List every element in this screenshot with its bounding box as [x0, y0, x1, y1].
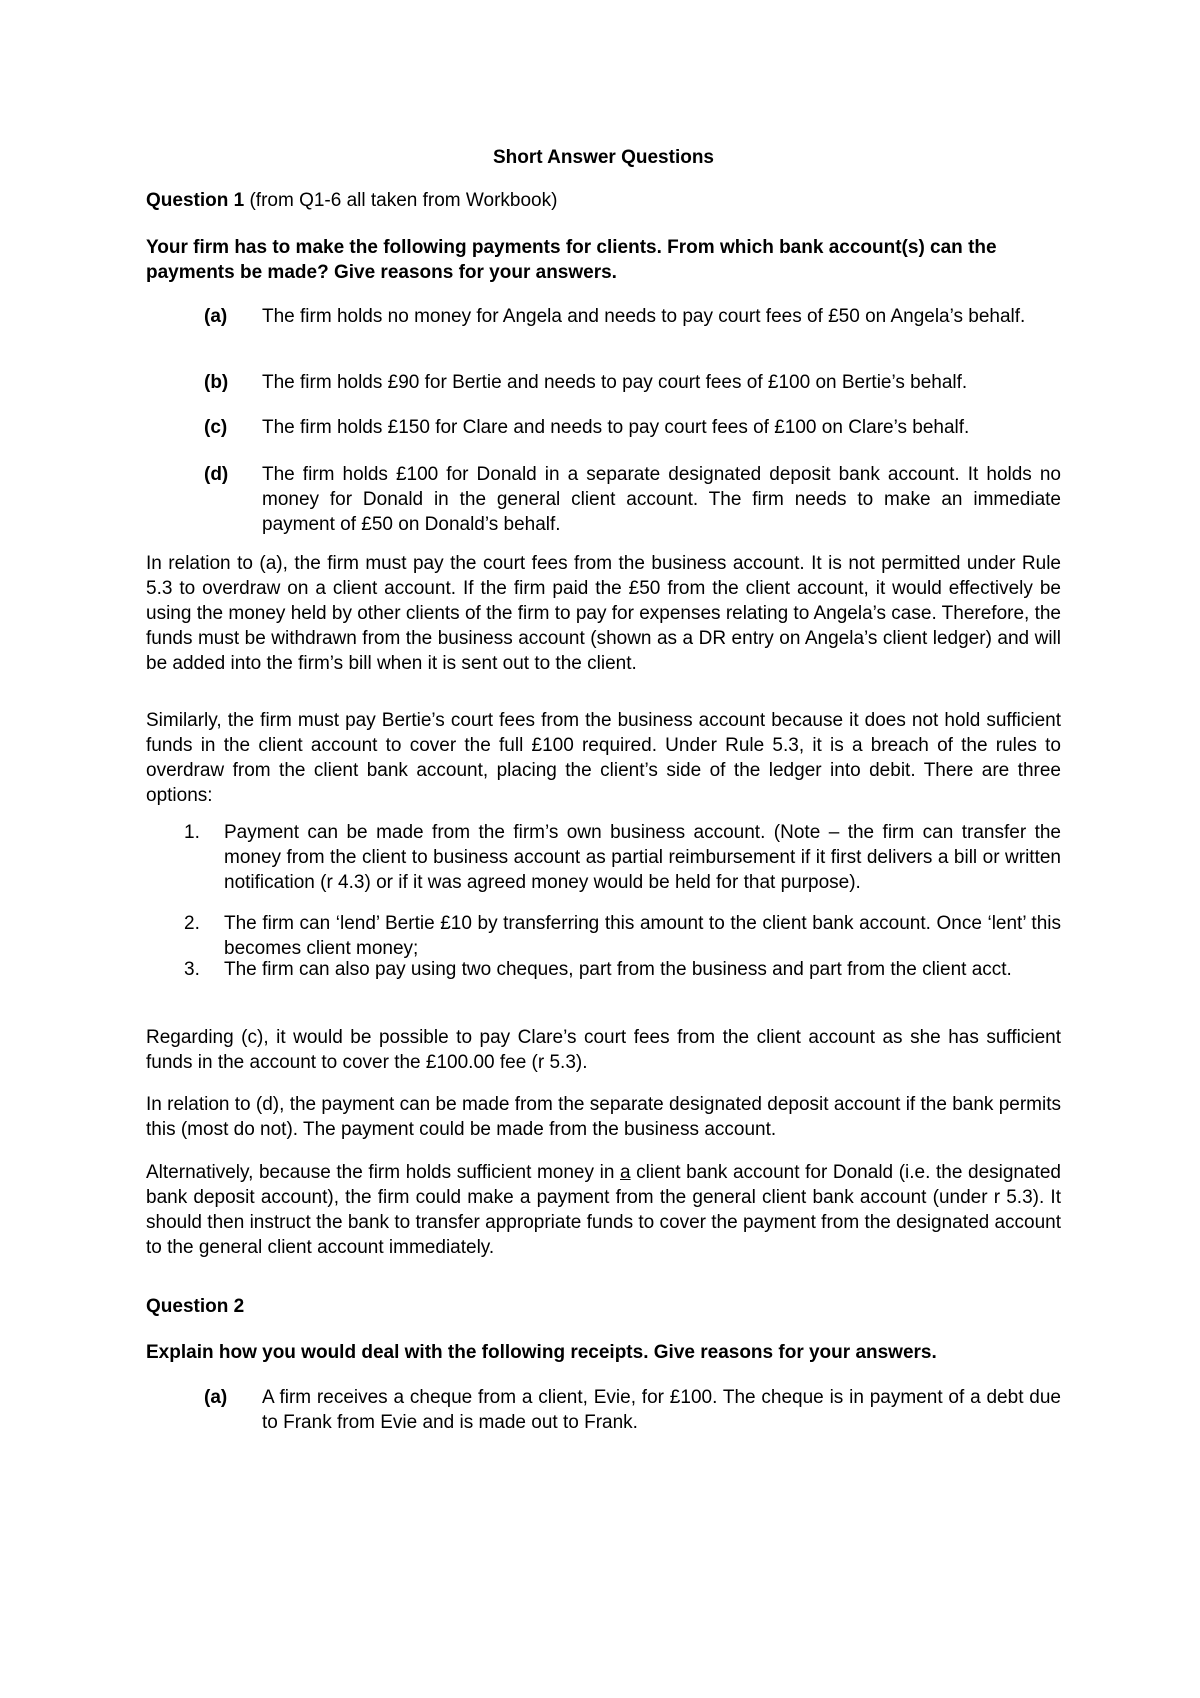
q1-item-c-text: The firm holds £150 for Clare and needs to pay court fees of £100 on Clare’s behalf. — [262, 417, 970, 438]
q1-item-a-text: The firm holds no money for Angela and needs to pay court fees of £50 on Angela’s behalf. — [262, 306, 1026, 327]
question-1-label: Question 1 — [146, 190, 245, 211]
answer-paragraph-a: In relation to (a), the firm must pay the court fees from the business account. It is not permitted under Rule 5.3 to overdraw on a client account. If the firm paid the £50 from the client account, it would effectively be using the money held by other clients of the firm to pay for expenses relating to Angela’s case. Therefore, the funds must be withdrawn from the business account (shown as a DR entry on Angela’s client ledger) and will be added into the firm’s bill when it is sent out to the client. — [146, 553, 1061, 674]
alternative-text-start: Alternatively, because the firm holds sufficient money in — [146, 1162, 620, 1183]
alternative-text-end: client bank account for Donald (i.e. the designated bank deposit account), the firm could make a payment from the general client bank account (under r 5.3). It should then instruct the bank to transfer appropriate funds to cover the payment from the designated account to the general client account immediately. — [146, 1162, 1061, 1258]
q1-item-d-text: The firm holds £100 for Donald in a separate designated deposit bank account. It holds no money for Donald in the general client account. The firm needs to make an immediate payment of £50 on Donald’s behalf. — [262, 464, 1061, 535]
q1-item-d-label: (d) — [204, 464, 229, 485]
answer-paragraph-c: Regarding (c), it would be possible to pay Clare’s court fees from the client account as she has sufficient funds in the account to cover the £100.00 fee (r 5.3). — [146, 1027, 1061, 1073]
answer-paragraph-b: Similarly, the firm must pay Bertie’s court fees from the business account because it does not hold sufficient funds in the client account to cover the full £100 required. Under Rule 5.3, it is a breach of the rules to overdraw from the client bank account, placing the client’s side of the ledger into debit. There are three options: — [146, 710, 1061, 806]
option-3-text: The firm can also pay using two cheques, part from the business and part from the client acct. — [224, 959, 1012, 980]
question-1-prompt: Your firm has to make the following payments for clients. From which bank account(s) can the payments be made? Give reasons for your answers. — [146, 237, 997, 283]
option-1-number: 1. — [184, 822, 200, 843]
alternative-underlined-word: a — [620, 1162, 631, 1183]
question-1-heading — [146, 188, 1061, 213]
option-3-number: 3. — [184, 959, 200, 980]
option-2-number: 2. — [184, 913, 200, 934]
q1-item-c-label: (c) — [204, 417, 228, 438]
q1-item-b-label: (b) — [204, 372, 229, 393]
answer-paragraph-d: In relation to (d), the payment can be made from the separate designated deposit account if the bank permits this (most do not). The payment could be made from the business account. — [146, 1094, 1061, 1140]
question-1-note: (from Q1-6 all taken from Workbook) — [244, 190, 558, 211]
q2-item-a-text: A firm receives a cheque from a client, Evie, for £100. The cheque is in payment of a debt due to Frank from Evie and is made out to Frank. — [262, 1387, 1061, 1433]
option-1-text: Payment can be made from the firm’s own business account. (Note – the firm can transfer the money from the client to business account as partial reimbursement if it first delivers a bill or written notification (r 4.3) or if it was agreed money would be held for that purpose). — [224, 822, 1061, 893]
page-title: Short Answer Questions — [493, 147, 714, 168]
q1-item-a-label: (a) — [204, 306, 228, 327]
question-2-prompt: Explain how you would deal with the following receipts. Give reasons for your answers. — [146, 1342, 937, 1363]
q1-item-b-text: The firm holds £90 for Bertie and needs to pay court fees of £100 on Bertie’s behalf. — [262, 372, 968, 393]
q2-item-a-label: (a) — [204, 1387, 228, 1408]
option-2-text: The firm can ‘lend’ Bertie £10 by transferring this amount to the client bank account. Once ‘lent’ this becomes client money; — [224, 913, 1061, 959]
question-2-heading: Question 2 — [146, 1296, 245, 1317]
answer-paragraph-alternative — [146, 1160, 1061, 1260]
